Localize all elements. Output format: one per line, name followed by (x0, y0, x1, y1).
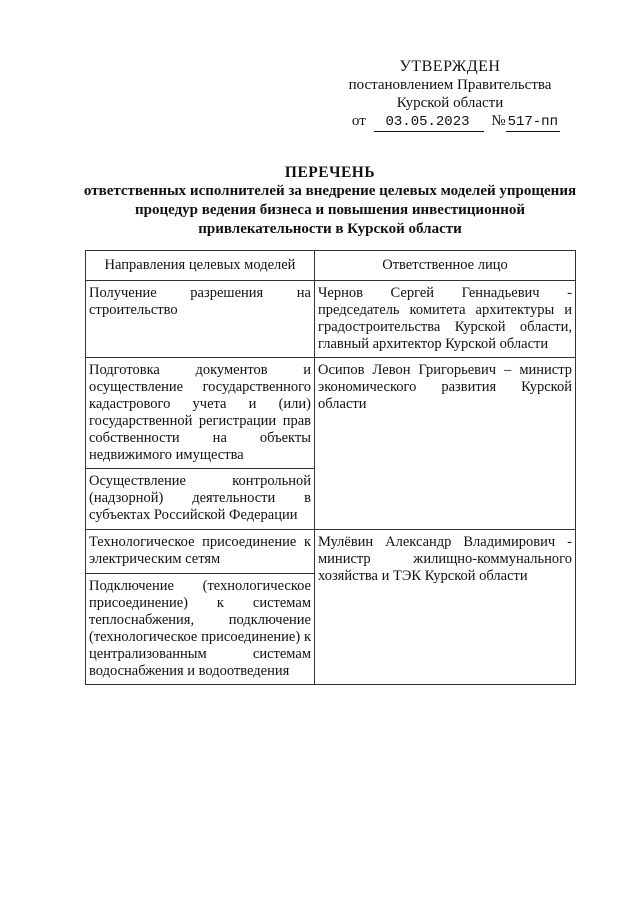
table-header-row (86, 251, 576, 281)
table-row (86, 281, 576, 358)
from-label: от (351, 113, 366, 129)
approval-line-1: постановлением Правительства (348, 77, 552, 93)
approval-line-2: Курской области (396, 95, 504, 111)
number-label: № (491, 113, 506, 129)
approval-number: 517-пп (507, 114, 558, 130)
direction-cell: Осуществление контрольной (надзорной) деятельности в субъектах Российской Федерации (86, 469, 315, 530)
direction-cell: Технологическое присоединение к электрическим сетям (86, 530, 315, 574)
table-row (86, 358, 576, 469)
approval-heading: УТВЕРЖДЕН (399, 58, 501, 75)
direction-cell: Получение разрешения на строительство (86, 281, 315, 358)
direction-cell: Подготовка документов и осуществление государственного кадастрового учета и (или) государственной регистрации прав собственности на объекты недвижимого имущества (86, 358, 315, 469)
table-row (86, 530, 576, 574)
title-subtitle: ответственных исполнителей за внедрение целевых моделей упрощения процедур ведения бизнеса и повышения инвестиционной привлекательности в Курской области (83, 183, 577, 237)
responsible-cell: Чернов Сергей Геннадьевич - председатель комитета архитектуры и градостроительства Курской области, главный архитектор Курской области (315, 281, 576, 358)
direction-cell: Подключение (технологическое присоединение) к системам теплоснабжения, подключение (технологическое присоединение) к централизованным системам водоснабжения и водоотведения (86, 574, 315, 685)
document-title (80, 163, 580, 239)
responsible-cell: Осипов Левон Григорьевич – министр экономического развития Курской области (315, 358, 576, 530)
header-responsible: Ответственное лицо (315, 251, 576, 281)
title-main: ПЕРЕЧЕНЬ (284, 164, 376, 181)
approval-order-line (330, 112, 570, 132)
header-directions: Направления целевых моделей (86, 251, 315, 281)
approval-date: 03.05.2023 (374, 113, 484, 132)
responsible-cell: Мулёвин Александр Владимирович - министр жилищно-коммунального хозяйства и ТЭК Курской области (315, 530, 576, 685)
approval-block (330, 58, 570, 132)
responsibility-table (85, 250, 576, 685)
